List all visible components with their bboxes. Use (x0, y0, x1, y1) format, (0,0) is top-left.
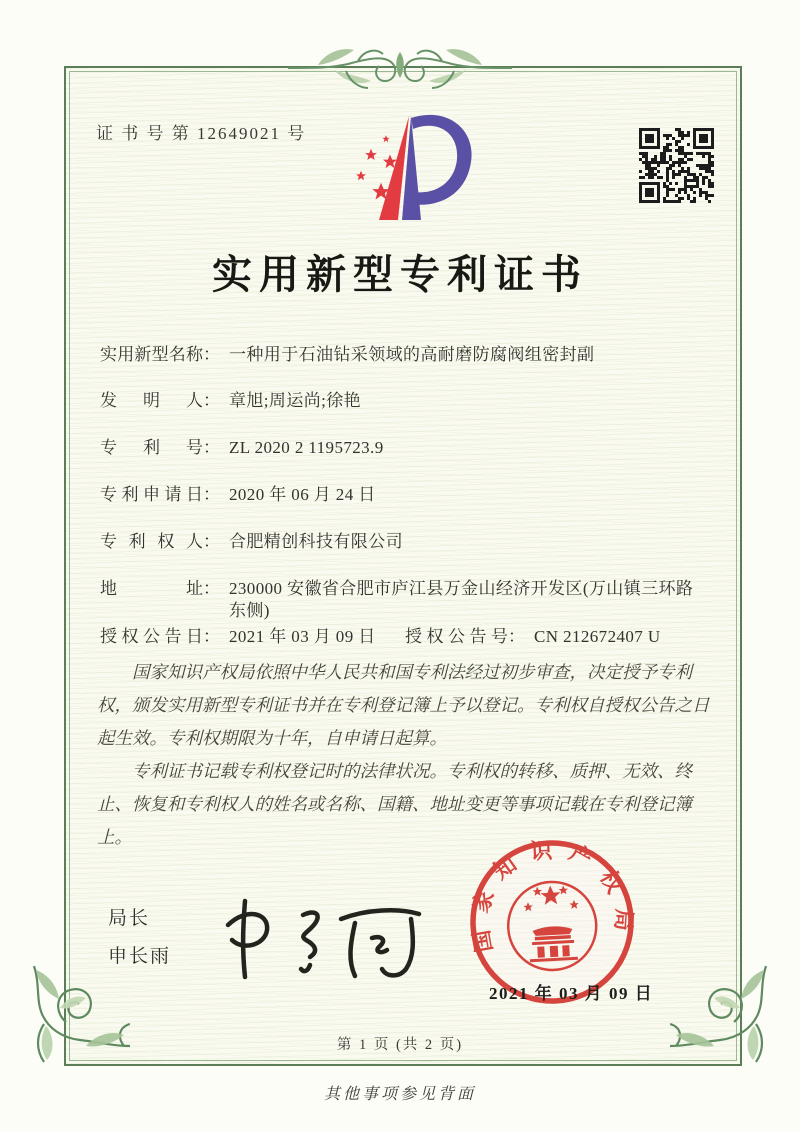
colon: ： (203, 438, 220, 457)
field-value: 2021 年 03 月 09 日 (229, 627, 376, 646)
field-value: CN 212672407 U (534, 627, 661, 646)
field-label: 授权公告日 (100, 627, 203, 646)
cnipa-logo-icon (336, 106, 480, 236)
colon: ： (203, 532, 220, 551)
colon: ： (508, 627, 525, 646)
legal-text-block (97, 656, 711, 854)
field-row-name (100, 344, 594, 366)
top-scroll-ornament-icon (288, 38, 512, 100)
back-side-note: 其他事项参见背面 (323, 1086, 476, 1103)
field-label: 实用新型名称 (100, 345, 203, 364)
field-row-inventors (100, 390, 361, 412)
signature-script (215, 885, 430, 990)
seal-ring-text: 国家知识产权局 (466, 837, 638, 955)
field-label: 专利号 (100, 438, 203, 457)
center-leaf-icon (396, 52, 404, 78)
field-row-patent-no (100, 437, 384, 459)
field-label: 发明人 (100, 391, 203, 410)
qr-code (639, 128, 714, 203)
page-indicator: 第 1 页 (共 2 页) (336, 1037, 464, 1053)
bottom-left-flourish-icon (26, 966, 130, 1070)
field-value: 2020 年 06 月 24 日 (229, 485, 376, 504)
field-label: 专利权人 (100, 532, 203, 551)
bottom-right-flourish-icon (670, 966, 774, 1070)
field-row-address (100, 578, 699, 622)
field-value: 230000 安徽省合肥市庐江县万金山经济开发区(万山镇三环路东侧) (229, 579, 694, 620)
field-row-filing-date (100, 484, 376, 506)
colon: ： (203, 579, 220, 598)
field-label: 地址 (100, 579, 203, 598)
field-value: 合肥精创科技有限公司 (229, 532, 403, 551)
seal-date: 2021 年 03 月 09 日 (489, 984, 654, 1003)
officer-name: 申长雨 (108, 946, 172, 967)
field-value: ZL 2020 2 1195723.9 (229, 438, 384, 457)
field-grant-number (405, 626, 661, 648)
field-row-grant (100, 626, 740, 648)
colon: ： (203, 485, 220, 504)
field-label: 授权公告号 (405, 627, 508, 646)
field-row-patentee (100, 531, 403, 553)
colon: ： (203, 627, 220, 646)
certificate-number: 证 书 号 第 12649021 号 (96, 124, 307, 143)
legal-paragraph-2: 专利证书记载专利权登记时的法律状况。专利权的转移、质押、无效、终止、恢复和专利权人的姓名或名称、国籍、地址变更等事项记载在专利登记簿上。 (97, 761, 692, 847)
certificate-title: 实用新型专利证书 (212, 252, 588, 297)
legal-paragraph-1: 国家知识产权局依照中华人民共和国专利法经过初步审查，决定授予专利权，颁发实用新型专利证书并在专利登记簿上予以登记。专利权自授权公告之日起生效。专利权期限为十年，自申请日起算。 (97, 662, 710, 748)
field-value: 一种用于石油钻采领域的高耐磨防腐阀组密封副 (229, 345, 595, 364)
officer-title: 局长 (108, 908, 151, 929)
field-value: 章旭;周运尚;徐艳 (229, 391, 362, 410)
field-label: 专利申请日 (100, 485, 203, 504)
colon: ： (203, 391, 220, 410)
colon: ： (203, 345, 220, 364)
